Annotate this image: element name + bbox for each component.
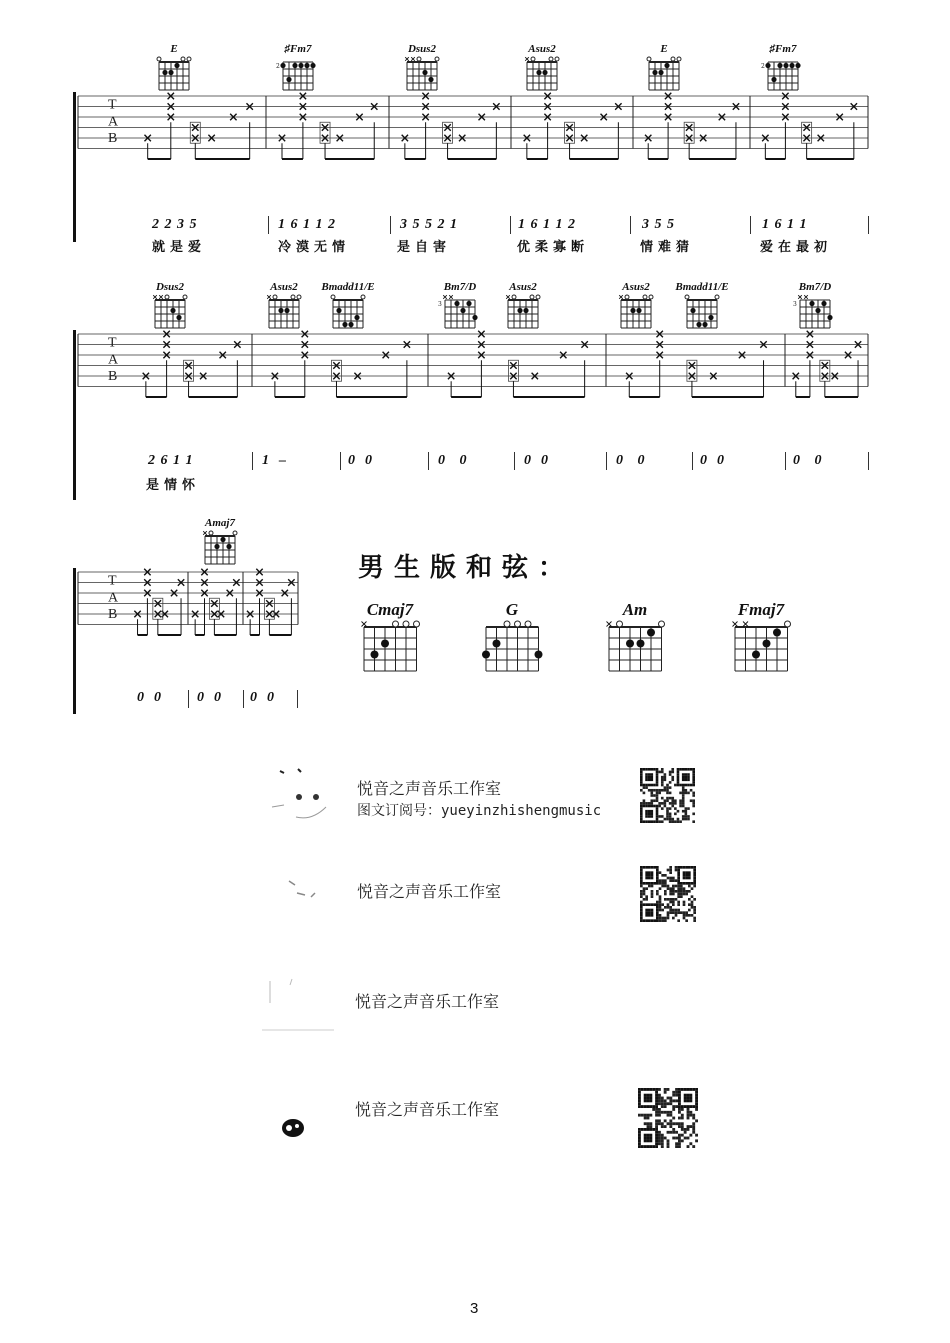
logo-icon — [280, 1116, 306, 1140]
bar-line — [868, 452, 869, 470]
finger-dot-icon — [336, 308, 341, 313]
tab-clef-letter: T — [108, 573, 117, 589]
finger-dot-icon — [472, 315, 477, 320]
bar-line — [297, 690, 298, 708]
jianpu-measure: 2 6 1 1 — [148, 453, 194, 468]
muted-string-icon — [203, 531, 207, 535]
muted-string-icon — [743, 622, 748, 627]
open-string-icon — [403, 621, 409, 627]
finger-dot-icon — [280, 63, 285, 68]
finger-dot-icon — [815, 308, 820, 313]
finger-dot-icon — [292, 63, 297, 68]
finger-dot-icon — [647, 629, 655, 637]
muted-string-icon — [443, 295, 447, 299]
chord-name: Am — [622, 600, 648, 619]
open-string-icon — [715, 295, 719, 299]
finger-dot-icon — [765, 63, 770, 68]
chord-diagram — [392, 43, 452, 93]
qr-code-icon — [640, 866, 696, 922]
finger-dot-icon — [381, 640, 389, 648]
open-string-icon — [361, 295, 365, 299]
chord-diagram — [726, 600, 796, 674]
finger-dot-icon — [354, 315, 359, 320]
chord-name: Bm7/D — [443, 281, 477, 293]
jianpu-measure: 0 0 — [524, 453, 549, 468]
bar-line — [390, 216, 391, 234]
finger-dot-icon — [708, 315, 713, 320]
muted-string-icon — [798, 295, 802, 299]
finger-dot-icon — [636, 308, 641, 313]
open-string-icon — [658, 621, 664, 627]
jianpu-measure: 1 6 1 1 2 — [278, 217, 336, 232]
open-string-icon — [209, 531, 213, 535]
finger-dot-icon — [542, 70, 547, 75]
bar-line — [510, 216, 511, 234]
open-string-icon — [671, 57, 675, 61]
muted-string-icon — [525, 57, 529, 61]
muted-string-icon — [159, 295, 163, 299]
jianpu-measure: 2 2 3 5 — [152, 217, 198, 232]
finger-dot-icon — [536, 70, 541, 75]
muted-string-icon — [405, 57, 409, 61]
jianpu-measure: 1 6 1 1 — [762, 217, 808, 232]
finger-dot-icon — [310, 63, 315, 68]
studio-name: 悦音之声音乐工作室 — [357, 882, 502, 901]
finger-dot-icon — [286, 77, 291, 82]
chord-diagram — [190, 517, 250, 567]
tab-staff — [70, 88, 880, 208]
finger-dot-icon — [652, 70, 657, 75]
lyric: 情难猜 — [640, 240, 695, 255]
muted-string-icon — [267, 295, 271, 299]
jianpu-measure: 0 0 — [616, 453, 646, 468]
chord-name: Asus2 — [528, 43, 556, 55]
tab-clef-letter: B — [108, 131, 118, 147]
finger-dot-icon — [284, 308, 289, 313]
finger-dot-icon — [170, 308, 175, 313]
chord-diagram — [430, 281, 490, 331]
chord-name: Dsus2 — [407, 43, 437, 55]
open-string-icon — [297, 295, 301, 299]
open-string-icon — [647, 57, 651, 61]
chord-name: E — [170, 43, 178, 55]
finger-dot-icon — [821, 301, 826, 306]
finger-dot-icon — [298, 63, 303, 68]
tab-clef-letter: T — [108, 335, 117, 351]
tab-staff — [70, 564, 310, 684]
bar-line — [692, 452, 693, 470]
finger-dot-icon — [214, 544, 219, 549]
lyric: 冷漠无情 — [278, 240, 351, 255]
finger-dot-icon — [664, 63, 669, 68]
open-string-icon — [649, 295, 653, 299]
open-string-icon — [183, 295, 187, 299]
chord-name: Dsus2 — [155, 281, 185, 293]
finger-dot-icon — [226, 544, 231, 549]
chord-name: Amaj7 — [205, 517, 235, 529]
tab-clef-letter: A — [108, 114, 119, 130]
chord-name: Cmaj7 — [366, 600, 414, 619]
system-bracket — [73, 568, 76, 714]
finger-dot-icon — [492, 640, 500, 648]
finger-dot-icon — [517, 308, 522, 313]
lyric: 是自害 — [397, 240, 452, 255]
open-string-icon — [331, 295, 335, 299]
open-string-icon — [291, 295, 295, 299]
chord-diagram — [672, 281, 732, 331]
base-fret-number: 2 — [276, 63, 280, 70]
chord-diagram — [254, 281, 314, 331]
chord-name: Asus2 — [270, 281, 298, 293]
logo-icon — [262, 975, 337, 1035]
chord-diagram — [140, 281, 200, 331]
finger-dot-icon — [482, 651, 490, 659]
open-string-icon — [514, 621, 520, 627]
open-string-icon — [549, 57, 553, 61]
tab-clef-letter: B — [108, 607, 118, 623]
system-bracket — [73, 330, 76, 500]
muted-string-icon — [153, 295, 157, 299]
jianpu-measure: 0 0 — [250, 690, 275, 705]
chord-diagram — [318, 281, 378, 331]
jianpu-measure: 0 0 — [197, 690, 222, 705]
muted-string-icon — [361, 622, 366, 627]
bar-line — [252, 452, 253, 470]
muted-string-icon — [804, 295, 808, 299]
bar-line — [268, 216, 269, 234]
jianpu-measure: 0 0 — [700, 453, 725, 468]
jianpu-measure: 0 0 — [438, 453, 468, 468]
base-fret-number: 2 — [761, 63, 765, 70]
open-string-icon — [685, 295, 689, 299]
finger-dot-icon — [783, 63, 788, 68]
chord-diagram — [606, 281, 666, 331]
chord-diagram — [512, 43, 572, 93]
bar-line — [750, 216, 751, 234]
bar-line — [785, 452, 786, 470]
muted-string-icon — [506, 295, 510, 299]
tab-clef-letter: A — [108, 590, 119, 606]
male-version-heading: 男生版和弦： — [358, 553, 575, 583]
finger-dot-icon — [795, 63, 800, 68]
bar-line — [428, 452, 429, 470]
lyric: 爱在最初 — [760, 240, 833, 255]
jianpu-measure: 3 5 5 2 1 — [400, 217, 458, 232]
bar-line — [630, 216, 631, 234]
finger-dot-icon — [454, 301, 459, 306]
open-string-icon — [165, 295, 169, 299]
tab-clef-letter: T — [108, 97, 117, 113]
tab-staff — [70, 326, 880, 446]
open-string-icon — [555, 57, 559, 61]
bar-line — [606, 452, 607, 470]
chord-diagram — [477, 600, 547, 674]
qr-code-icon — [638, 1088, 698, 1148]
open-string-icon — [181, 57, 185, 61]
tab-clef-letter: B — [108, 369, 118, 385]
finger-dot-icon — [422, 70, 427, 75]
open-string-icon — [392, 621, 398, 627]
chord-diagram — [355, 600, 425, 674]
finger-dot-icon — [220, 537, 225, 542]
muted-string-icon — [619, 295, 623, 299]
open-string-icon — [643, 295, 647, 299]
jianpu-measure: 1 – — [262, 453, 287, 468]
finger-dot-icon — [789, 63, 794, 68]
bar-line — [340, 452, 341, 470]
finger-dot-icon — [762, 640, 770, 648]
finger-dot-icon — [773, 629, 781, 637]
chord-name: ♯Fm7 — [769, 43, 797, 55]
bar-line — [868, 216, 869, 234]
jianpu-measure: 0 0 — [348, 453, 373, 468]
logo-icon — [268, 765, 338, 825]
chord-name: Bmadd11/E — [675, 281, 729, 293]
finger-dot-icon — [370, 651, 378, 659]
open-string-icon — [677, 57, 681, 61]
finger-dot-icon — [428, 77, 433, 82]
open-string-icon — [616, 621, 622, 627]
finger-dot-icon — [658, 70, 663, 75]
finger-dot-icon — [636, 640, 644, 648]
chord-name: Bmadd11/E — [321, 281, 375, 293]
finger-dot-icon — [460, 308, 465, 313]
chord-name: Bm7/D — [798, 281, 832, 293]
chord-diagram — [144, 43, 204, 93]
chord-name: Asus2 — [509, 281, 537, 293]
chord-diagram — [493, 281, 553, 331]
finger-dot-icon — [771, 77, 776, 82]
subscription-id: 图文订阅号：yueyinzhishengmusic — [357, 803, 602, 819]
chord-diagram — [785, 281, 845, 331]
chord-diagram — [268, 43, 328, 93]
page-number: 3 — [470, 1300, 479, 1317]
lyric: 就是爱 — [152, 240, 207, 255]
open-string-icon — [530, 295, 534, 299]
studio-name: 悦音之声音乐工作室 — [355, 992, 500, 1011]
finger-dot-icon — [752, 651, 760, 659]
finger-dot-icon — [174, 63, 179, 68]
finger-dot-icon — [690, 308, 695, 313]
finger-dot-icon — [304, 63, 309, 68]
studio-name: 悦音之声音乐工作室 — [355, 1100, 500, 1119]
tab-clef-letter: A — [108, 352, 119, 368]
bar-line — [188, 690, 189, 708]
finger-dot-icon — [827, 315, 832, 320]
finger-dot-icon — [176, 315, 181, 320]
base-fret-number: 3 — [793, 301, 797, 308]
muted-string-icon — [606, 622, 611, 627]
finger-dot-icon — [777, 63, 782, 68]
open-string-icon — [512, 295, 516, 299]
finger-dot-icon — [168, 70, 173, 75]
finger-dot-icon — [162, 70, 167, 75]
open-string-icon — [187, 57, 191, 61]
muted-string-icon — [449, 295, 453, 299]
open-string-icon — [157, 57, 161, 61]
jianpu-measure: 0 0 — [793, 453, 823, 468]
open-string-icon — [536, 295, 540, 299]
chord-diagram — [600, 600, 670, 674]
open-string-icon — [784, 621, 790, 627]
base-fret-number: 3 — [438, 301, 442, 308]
open-string-icon — [435, 57, 439, 61]
open-string-icon — [413, 621, 419, 627]
chord-name: Fmaj7 — [737, 600, 785, 619]
finger-dot-icon — [523, 308, 528, 313]
open-string-icon — [273, 295, 277, 299]
open-string-icon — [417, 57, 421, 61]
finger-dot-icon — [626, 640, 634, 648]
studio-name: 悦音之声音乐工作室 — [357, 779, 502, 798]
bar-line — [243, 690, 244, 708]
finger-dot-icon — [534, 651, 542, 659]
open-string-icon — [531, 57, 535, 61]
open-string-icon — [233, 531, 237, 535]
bar-line — [514, 452, 515, 470]
chord-diagram — [634, 43, 694, 93]
chord-diagram — [753, 43, 813, 93]
logo-icon — [285, 875, 325, 905]
chord-name: E — [660, 43, 668, 55]
open-string-icon — [504, 621, 510, 627]
finger-dot-icon — [466, 301, 471, 306]
open-string-icon — [525, 621, 531, 627]
jianpu-measure: 3 5 5 — [642, 217, 675, 232]
lyric: 优柔寡断 — [517, 240, 590, 255]
lyric: 是情怀 — [146, 478, 201, 493]
finger-dot-icon — [809, 301, 814, 306]
muted-string-icon — [732, 622, 737, 627]
open-string-icon — [625, 295, 629, 299]
jianpu-measure: 1 6 1 1 2 — [518, 217, 576, 232]
jianpu-measure: 0 0 — [137, 690, 162, 705]
chord-name: Asus2 — [622, 281, 650, 293]
muted-string-icon — [411, 57, 415, 61]
finger-dot-icon — [278, 308, 283, 313]
chord-name: G — [505, 600, 519, 619]
finger-dot-icon — [630, 308, 635, 313]
chord-name: ♯Fm7 — [284, 43, 312, 55]
qr-code-icon — [640, 768, 695, 823]
system-bracket — [73, 92, 76, 242]
